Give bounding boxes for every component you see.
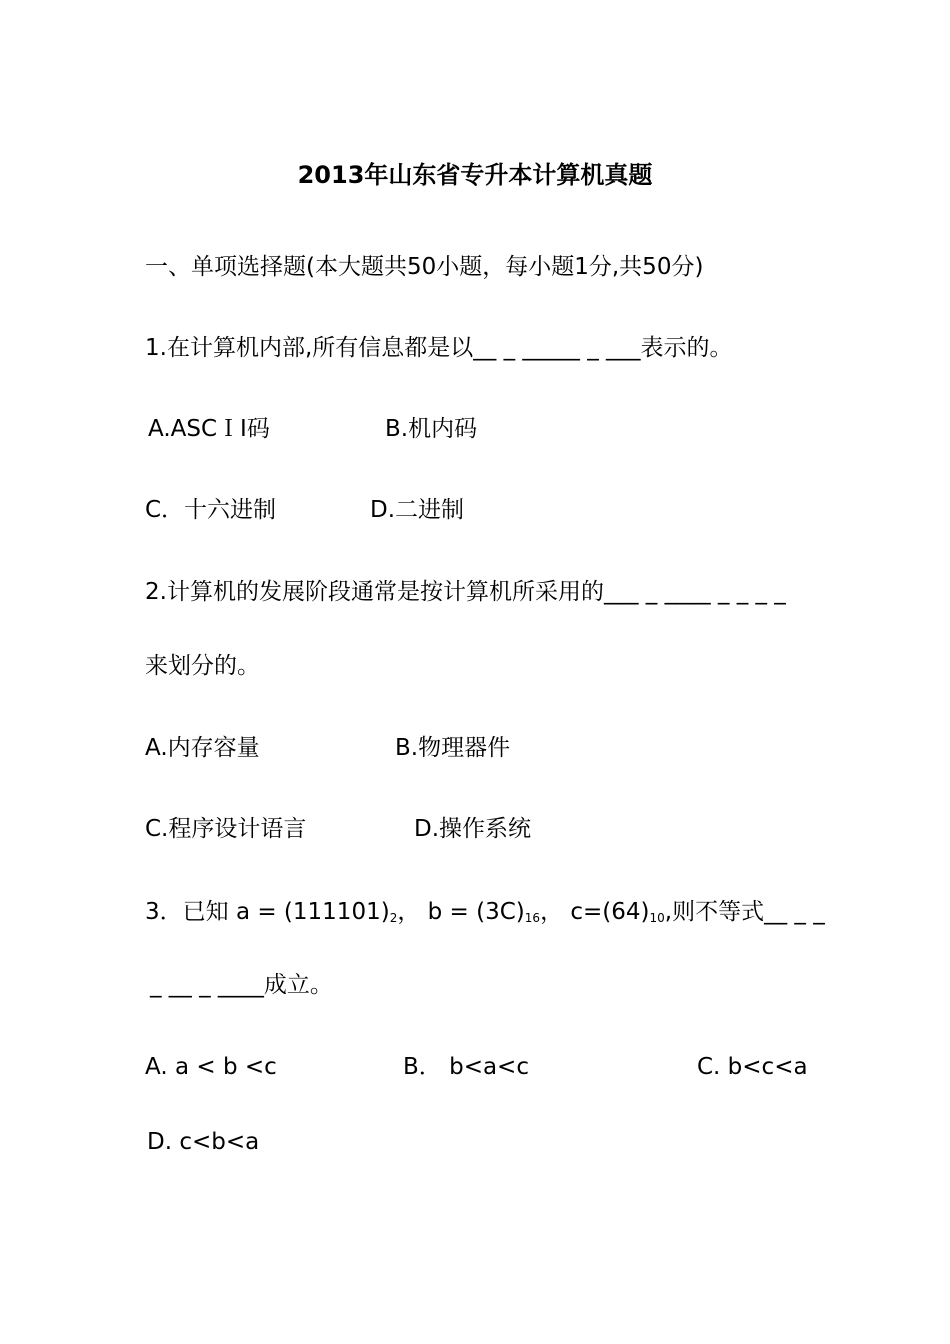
question-2-stem-line-1: 2.计算机的发展阶段通常是按计算机所采用的___ _ ____ _ _ _ _ bbox=[145, 579, 786, 605]
question-1-option-a: A.ASCＩI码 bbox=[148, 416, 270, 442]
question-3-option-c: C. b<c<a bbox=[697, 1054, 808, 1080]
question-1-stem: 1.在计算机内部,所有信息都是以__ _ _____ _ ___表示的。 bbox=[145, 335, 733, 361]
question-2-option-d: D.操作系统 bbox=[414, 816, 532, 842]
question-3-option-b: B． b<a<c bbox=[403, 1054, 529, 1080]
question-2-stem-line-2: 来划分的。 bbox=[145, 653, 260, 679]
question-3-option-a: A. a < b <c bbox=[145, 1054, 277, 1080]
q3-stem-part-2: ， b = (3C) bbox=[397, 899, 525, 925]
question-2-option-a: A.内存容量 bbox=[145, 735, 260, 761]
question-3-stem-line-1 bbox=[145, 897, 825, 927]
q3-stem-part-4: ,则不等式__ _ _ bbox=[664, 899, 825, 925]
question-3-stem-line-2: _ __ _ ____成立。 bbox=[150, 972, 333, 998]
q3-stem-part-3: ， c=(64) bbox=[540, 899, 650, 925]
question-2-option-c: C.程序设计语言 bbox=[145, 816, 307, 842]
section-heading: 一、单项选择题(本大题共50小题，每小题1分,共50分) bbox=[145, 254, 704, 280]
question-2-option-b: B.物理器件 bbox=[395, 735, 511, 761]
question-1-option-d: D.二进制 bbox=[370, 497, 465, 523]
question-1-option-b: B.机内码 bbox=[385, 416, 478, 442]
q3-subscript-a: 2 bbox=[389, 911, 398, 925]
page-title: 2013年山东省专升本计算机真题 bbox=[297, 161, 653, 189]
question-1-option-c: C．十六进制 bbox=[145, 497, 277, 523]
q3-subscript-c: 10 bbox=[649, 911, 665, 925]
q3-subscript-b: 16 bbox=[524, 911, 541, 925]
question-3-option-d: D. c<b<a bbox=[147, 1129, 260, 1155]
q3-stem-part-1: 3．已知 a = (111101) bbox=[145, 899, 390, 925]
